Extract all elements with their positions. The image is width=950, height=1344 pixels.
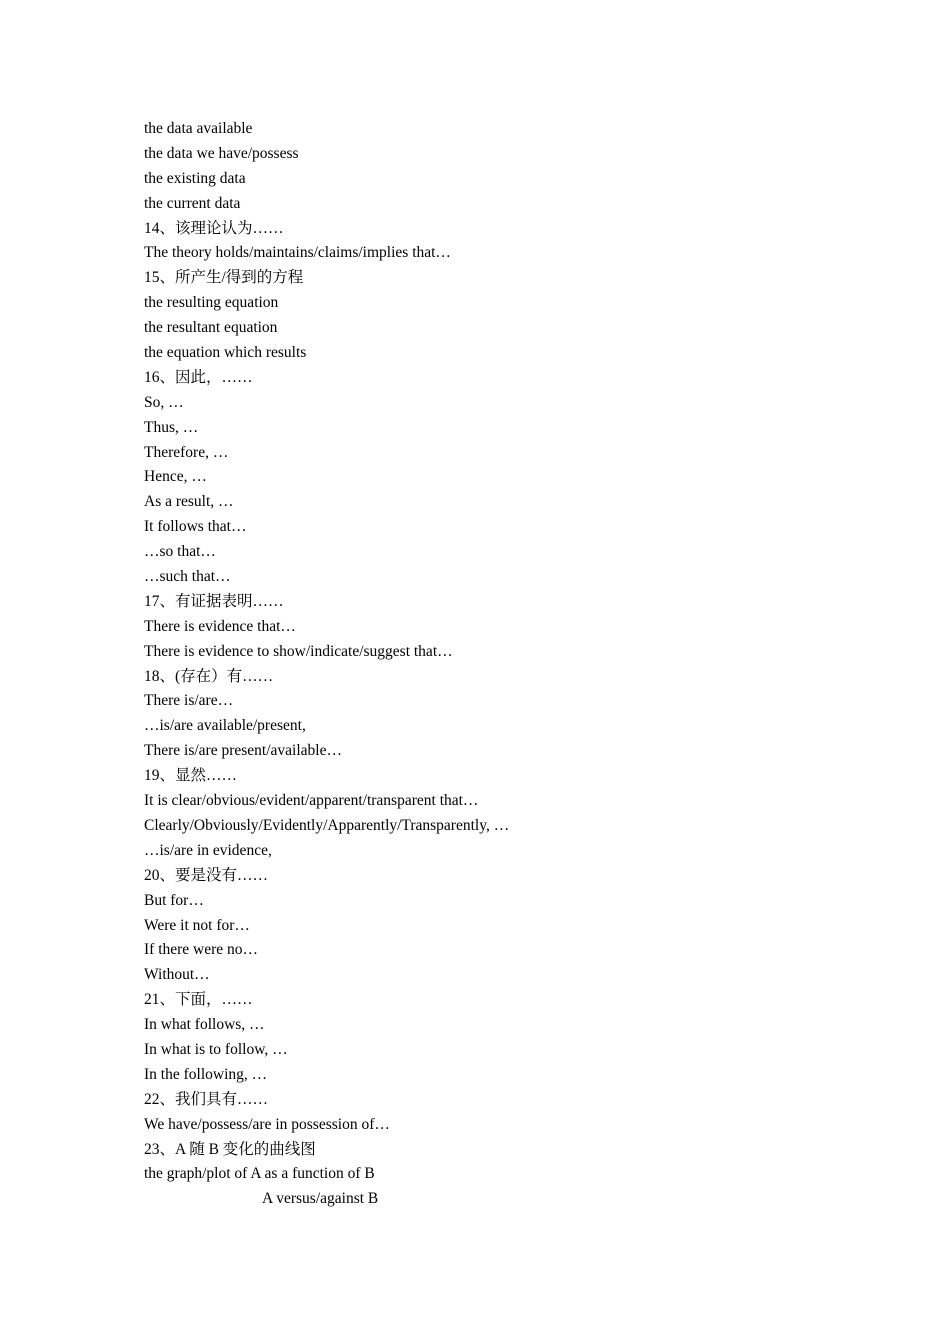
text-line: In what is to follow, … <box>144 1040 288 1058</box>
section-heading-16: 16、因此，…… <box>144 368 253 386</box>
text-line: Clearly/Obviously/Evidently/Apparently/Transparently, … <box>144 816 510 834</box>
text-line: In what follows, … <box>144 1016 265 1034</box>
text-line: The theory holds/maintains/claims/implies that… <box>144 244 451 262</box>
text-line: But for… <box>144 891 204 909</box>
text-line: the graph/plot of A as a function of B <box>144 1165 375 1183</box>
text-line: There is evidence to show/indicate/suggest that… <box>144 642 453 660</box>
section-heading-18: 18、(存在）有…… <box>144 667 274 685</box>
text-line: Hence, … <box>144 468 207 486</box>
text-line: …is/are in evidence, <box>144 841 272 859</box>
text-line: We have/possess/are in possession of… <box>144 1115 390 1133</box>
text-line: …is/are available/present, <box>144 717 306 735</box>
section-heading-21: 21、下面，…… <box>144 991 253 1009</box>
section-heading-15: 15、所产生/得到的方程 <box>144 269 304 287</box>
section-heading-14: 14、该理论认为…… <box>144 219 284 237</box>
text-line: the data we have/possess <box>144 144 299 162</box>
text-line: It is clear/obvious/evident/apparent/transparent that… <box>144 792 479 810</box>
section-heading-23: 23、A 随 B 变化的曲线图 <box>144 1140 316 1158</box>
text-line: If there were no… <box>144 941 259 959</box>
section-heading-17: 17、有证据表明…… <box>144 592 284 610</box>
document-page <box>144 117 844 1212</box>
text-line: the current data <box>144 194 241 212</box>
text-line: Thus, … <box>144 418 199 436</box>
text-line: the equation which results <box>144 344 307 362</box>
text-line-indented: A versus/against B <box>262 1190 379 1208</box>
text-line: There is/are… <box>144 692 234 710</box>
text-line: In the following, … <box>144 1065 268 1083</box>
text-line: As a result, … <box>144 493 234 511</box>
text-line: Therefore, … <box>144 443 229 461</box>
text-line: It follows that… <box>144 518 247 536</box>
text-line: the data available <box>144 120 253 137</box>
section-heading-19: 19、显然…… <box>144 767 238 785</box>
text-line: There is evidence that… <box>144 617 296 635</box>
text-line: There is/are present/available… <box>144 742 342 760</box>
text-line: Without… <box>144 966 210 984</box>
text-line: the resultant equation <box>144 319 278 337</box>
text-line: the existing data <box>144 169 246 187</box>
text-line: …so that… <box>144 543 216 561</box>
text-line: …such that… <box>144 568 231 586</box>
section-heading-22: 22、我们具有…… <box>144 1090 269 1108</box>
section-heading-20: 20、要是没有…… <box>144 866 269 884</box>
text-line: So, … <box>144 393 184 411</box>
text-line: Were it not for… <box>144 916 250 934</box>
text-line: the resulting equation <box>144 294 279 312</box>
